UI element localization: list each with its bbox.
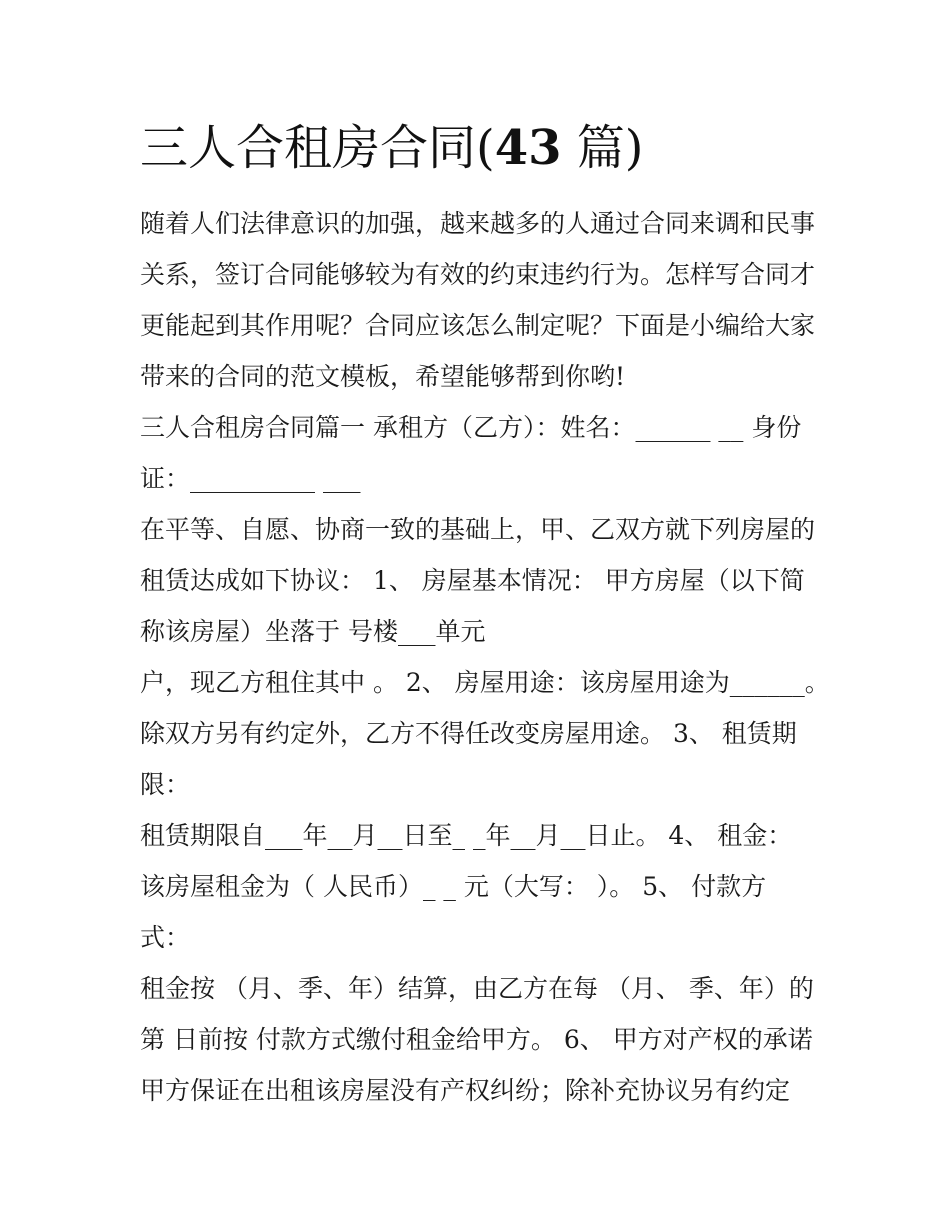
body-line: 租金按 （月、季、年）结算，由乙方在每 （月、 季、年）的 xyxy=(140,974,814,1003)
body-line: 证：__________ ___ xyxy=(140,464,361,493)
body-line: 限： xyxy=(140,770,191,799)
title-prefix: 三人合租房合同( xyxy=(140,120,495,176)
body-line: 三人合租房合同篇一 承租方（乙方）：姓名：______ __ 身份 xyxy=(140,413,802,442)
body-line: 租赁达成如下协议： 1、 房屋基本情况： 甲方房屋（以下简 xyxy=(140,566,805,595)
body-line: 第 日前按 付款方式缴付租金给甲方。 6、 甲方对产权的承诺 xyxy=(140,1025,813,1054)
title-number: 43 xyxy=(494,120,562,176)
body-line: 甲方保证在出租该房屋没有产权纠纷；除补充协议另有约定 xyxy=(140,1076,791,1105)
body-line: 带来的合同的范文模板，希望能够帮到你哟! xyxy=(140,362,626,391)
body-line: 租赁期限自___年__月__日至_ _年__月__日止。 4、 租金： xyxy=(140,821,793,850)
body-line: 该房屋租金为（ 人民币）_ _ 元（大写： ）。 5、 付款方 xyxy=(140,872,767,901)
body-line: 关系，签订合同能够较为有效的约束违约行为。怎样写合同才 xyxy=(140,260,816,289)
document-title xyxy=(140,118,644,178)
body-line: 除双方另有约定外，乙方不得任改变房屋用途。 3、 租赁期 xyxy=(140,719,797,748)
body-line: 式： xyxy=(140,923,191,952)
body-line: 随着人们法律意识的加强，越来越多的人通过合同来调和民事 xyxy=(140,209,816,238)
document-body xyxy=(140,198,830,1116)
title-suffix: 篇) xyxy=(561,120,644,176)
body-line: 户，现乙方租住其中 。 2、 房屋用途：该房屋用途为______。 xyxy=(140,668,830,697)
body-line: 更能起到其作用呢？合同应该怎么制定呢？下面是小编给大家 xyxy=(140,311,816,340)
body-line: 称该房屋）坐落于 号楼___单元 xyxy=(140,617,486,646)
body-line: 在平等、自愿、协商一致的基础上，甲、乙双方就下列房屋的 xyxy=(140,515,816,544)
